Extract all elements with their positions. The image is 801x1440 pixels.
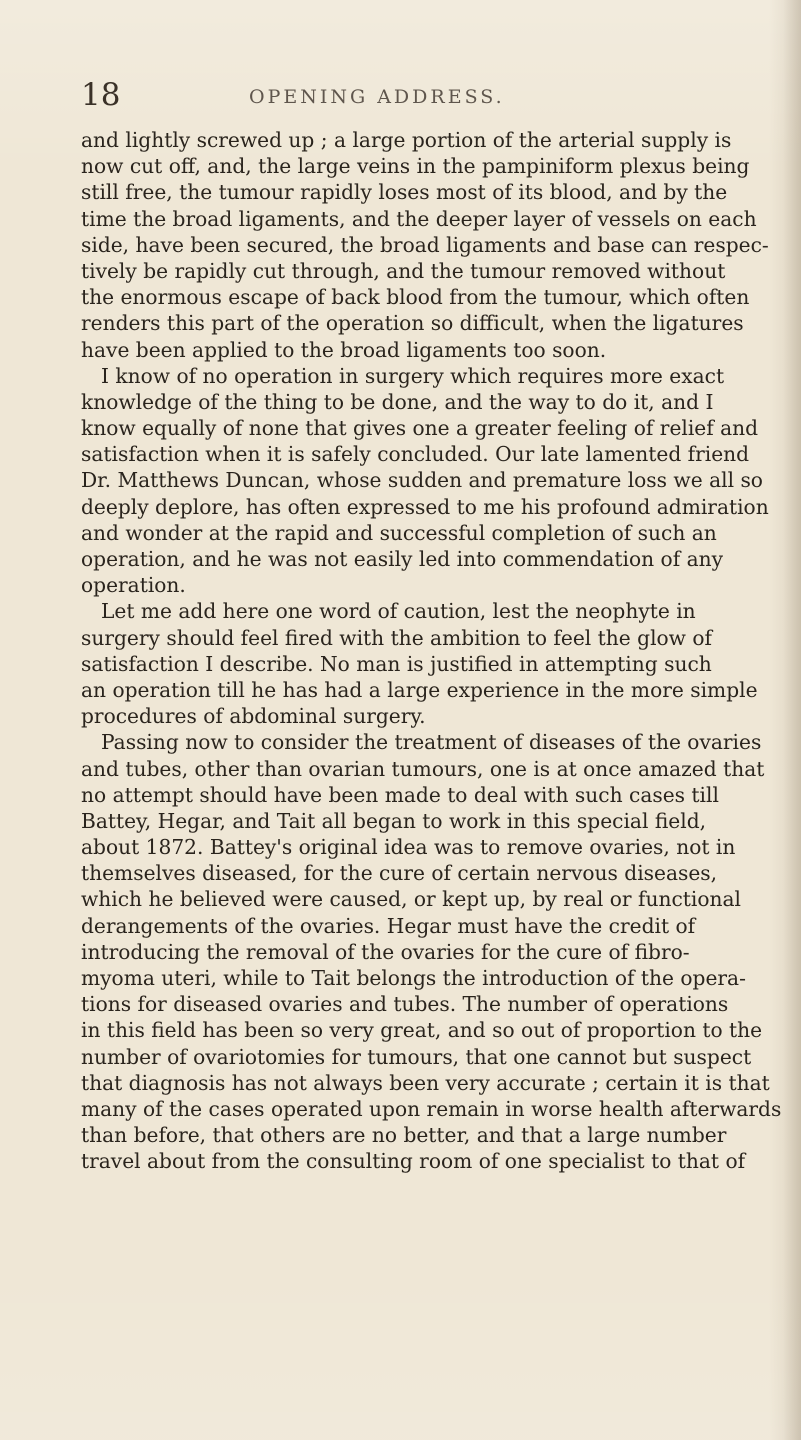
text-line: and tubes, other than ovarian tumours, one is at once amazed that xyxy=(81,756,765,781)
text-line: surgery should feel fired with the ambition to feel the glow of xyxy=(81,625,713,650)
text-line: have been applied to the broad ligaments too soon. xyxy=(81,337,607,362)
page-header xyxy=(81,76,733,114)
text-line: and wonder at the rapid and successful completion of such an xyxy=(81,520,717,545)
text-line: about 1872. Battey's original idea was to remove ovaries, not in xyxy=(81,835,736,860)
text-line: derangements of the ovaries. Hegar must have the credit of xyxy=(81,913,696,938)
text-line: and lightly screwed up ; a large portion of the arterial supply is xyxy=(81,128,732,152)
text-line: tively be rapidly cut through, and the tumour removed without xyxy=(81,258,726,283)
text-line: deeply deplore, has often expressed to me his profound admiration xyxy=(81,494,769,519)
text-line: satisfaction when it is safely concluded. Our late lamented friend xyxy=(81,442,750,467)
page-edge-shadow xyxy=(783,0,801,1440)
text-line: in this field has been so very great, and so out of proportion to the xyxy=(81,1018,763,1043)
text-line: now cut off, and, the large veins in the pampiniform plexus being xyxy=(81,154,750,179)
text-line: which he believed were caused, or kept up, by real or functional xyxy=(81,887,741,912)
text-line: introducing the removal of the ovaries for the cure of fibro- xyxy=(81,939,690,964)
text-line: myoma uteri, while to Tait belongs the introduction of the opera- xyxy=(81,966,746,990)
paragraph-start-line: Passing now to consider the treatment of diseases of the ovaries xyxy=(101,730,762,755)
page-number: 18 xyxy=(81,77,121,113)
text-line: side, have been secured, the broad ligaments and base can respec- xyxy=(81,232,769,257)
text-line: an operation till he has had a large experience in the more simple xyxy=(81,677,758,702)
paragraph-start-line: Let me add here one word of caution, lest the neophyte in xyxy=(101,599,696,624)
text-line: no attempt should have been made to deal with such cases till xyxy=(81,782,719,807)
text-line: know equally of none that gives one a greater feeling of relief and xyxy=(81,416,759,441)
text-line: many of the cases operated upon remain in worse health afterwards xyxy=(81,1096,782,1121)
text-line: Dr. Matthews Duncan, whose sudden and premature loss we all so xyxy=(81,468,763,493)
text-line: renders this part of the operation so difficult, when the ligatures xyxy=(81,311,744,336)
text-line: still free, the tumour rapidly loses most of its blood, and by the xyxy=(81,180,728,205)
text-line: the enormous escape of back blood from the tumour, which often xyxy=(81,285,750,310)
text-line: tions for diseased ovaries and tubes. The number of operations xyxy=(81,992,729,1017)
text-line: Battey, Hegar, and Tait all began to work in this special field, xyxy=(81,808,707,833)
body-text xyxy=(81,127,782,1175)
text-line: themselves diseased, for the cure of certain nervous diseases, xyxy=(81,861,718,886)
text-line: number of ovariotomies for tumours, that one cannot but suspect xyxy=(81,1044,752,1069)
text-line: than before, that others are no better, and that a large number xyxy=(81,1123,727,1148)
text-line: that diagnosis has not always been very accurate ; certain it is that xyxy=(81,1070,770,1095)
text-line: satisfaction I describe. No man is justified in attempting such xyxy=(81,651,712,676)
text-line: knowledge of the thing to be done, and the way to do it, and I xyxy=(81,389,714,414)
text-line: time the broad ligaments, and the deeper layer of vessels on each xyxy=(81,206,757,231)
text-line: procedures of abdominal surgery. xyxy=(81,704,426,729)
running-head: OPENING ADDRESS. xyxy=(249,86,505,108)
text-line: travel about from the consulting room of one specialist to that of xyxy=(81,1149,746,1174)
text-line: operation. xyxy=(81,573,186,598)
paragraph-start-line: I know of no operation in surgery which requires more exact xyxy=(101,363,725,388)
text-line: operation, and he was not easily led into commendation of any xyxy=(81,547,724,571)
